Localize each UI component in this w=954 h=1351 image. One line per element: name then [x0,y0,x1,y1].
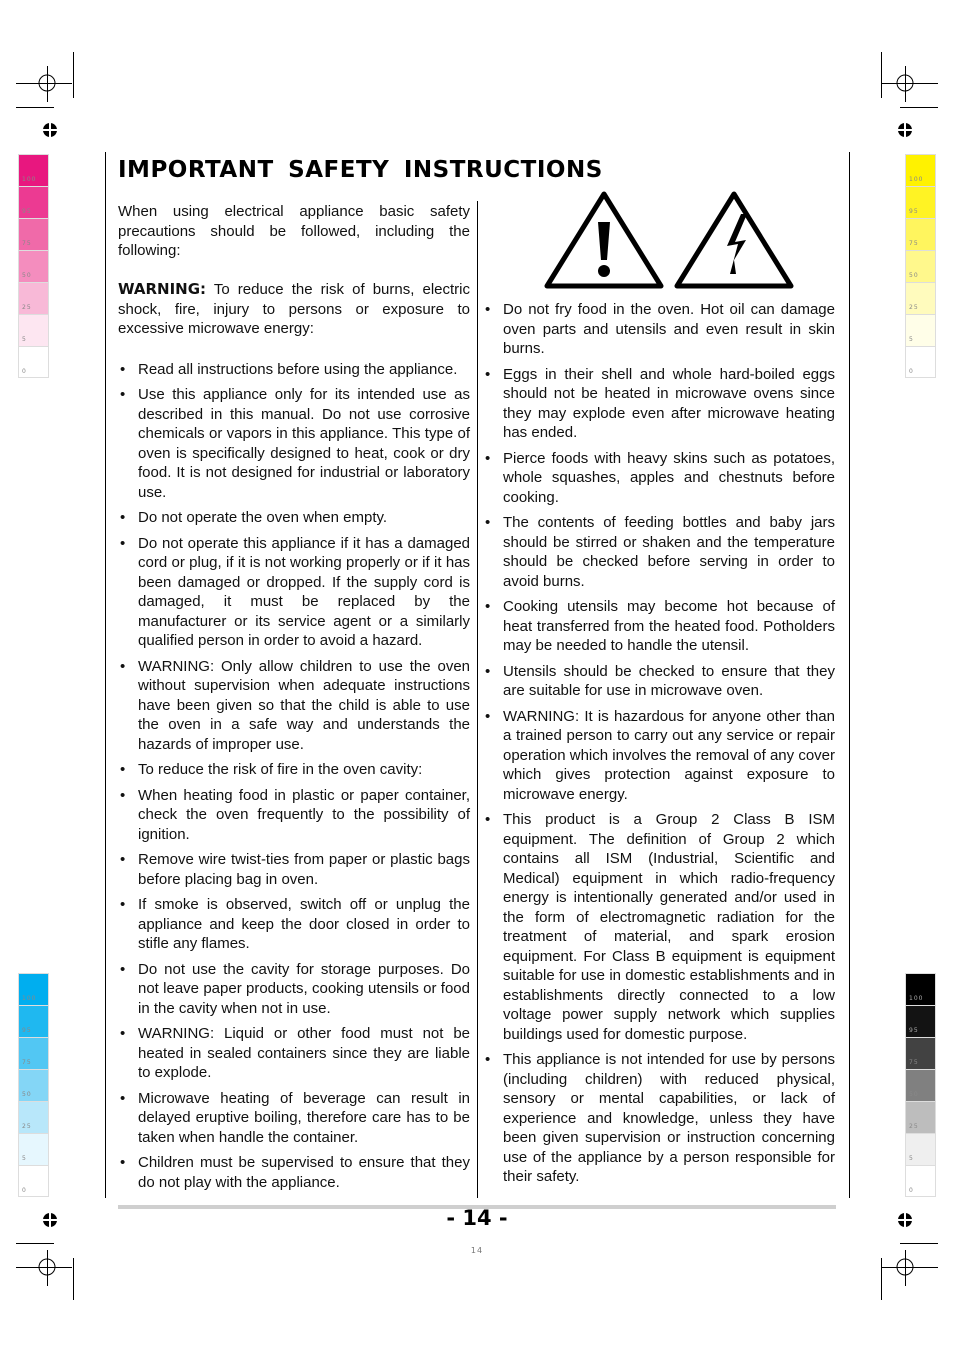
list-item [483,513,835,591]
crop-mark [16,1243,54,1244]
list-item [483,662,835,701]
color-swatch [18,186,49,218]
color-swatch [18,154,49,186]
list-item-text: Pierce foods with heavy skins such as potatoes, whole squashes, apples and chestnuts before cooking. [503,449,835,506]
right-column [483,300,835,1193]
list-item-text: This appliance is not intended for use by persons (including children) with reduced physical, sensory or mental capabilities, or lack of experience and knowledge, unless they have been given supervision or instruction concerning use of the appliance by a person responsible for their safety. [503,1051,835,1185]
list-item [483,707,835,805]
list-item-text: This product is a Group 2 Class B ISM equipment. The definition of Group 2 which contains all ISM (Industrial, Scientific and Medical) equipment in which radio-frequency energy is intentionally generated and/or used in the form of electromagnetic radiation for the treatment of material, and spark erosion equipment. For Class B equipment is equipment suitable for use in domestic establishments and in establishments directly connected to a low voltage power supply network which supplies buildings used for domestic purpose. [503,811,835,1043]
color-swatch-label: 95 [22,1027,32,1034]
list-item-text: Children must be supervised to ensure that they do not play with the appliance. [138,1154,470,1191]
color-swatch-label: 75 [909,1059,919,1066]
color-swatch-label: 75 [909,240,919,247]
bullet-icon: • [485,514,491,531]
color-swatch-label: 25 [22,1123,32,1130]
page-title: IMPORTANT SAFETY INSTRUCTIONS [118,157,603,183]
electric-shock-warning-icon [677,194,791,286]
color-swatch-label: 95 [22,208,32,215]
color-swatch [18,346,49,378]
list-item-text: When heating food in plastic or paper container, check the oven frequently to the possibility of ignition. [138,786,470,843]
color-swatch [905,186,936,218]
color-swatch [18,218,49,250]
color-swatch-label: 50 [909,1091,919,1098]
list-item-text: Do not fry food in the oven. Hot oil can damage oven parts and utensils and even result in skin burns. [503,301,835,357]
color-swatch-label: 75 [22,240,32,247]
list-item [118,360,470,380]
color-swatch [905,282,936,314]
cyan-color-bar [18,973,49,1197]
list-item [118,657,470,755]
list-item [118,760,470,780]
list-item-text: Do not operate this appliance if it has a damaged cord or plug, if it is not working properly or if it has been damaged or dropped. If the supply cord is damaged, it must be replaced by the manufacturer or its service agent or a similarly qualified person in order to avoid a hazard. [138,534,470,649]
list-item [118,508,470,528]
crop-mark [900,107,938,108]
left-bullet-list [118,360,470,1193]
color-swatch [18,973,49,1005]
color-swatch-label: 100 [22,995,37,1002]
registration-target-icon [36,1256,58,1278]
color-swatch [18,250,49,282]
list-item-text: Read all instructions before using the appliance. [138,360,458,378]
color-swatch [905,314,936,346]
bullet-icon: • [120,1089,126,1107]
list-item [118,850,470,889]
color-swatch [18,1069,49,1101]
color-swatch [905,218,936,250]
color-swatch-label: 50 [22,272,32,279]
crop-mark [881,1258,882,1300]
color-swatch [905,1101,936,1133]
color-swatch [18,1165,49,1197]
color-swatch-label: 25 [22,304,32,311]
bullet-icon: • [120,851,126,868]
warning-label: WARNING: [118,280,207,298]
bullet-icon: • [485,707,491,725]
list-item-text: The contents of feeding bottles and baby jars should be stirred or shaken and the temperature should be checked before serving in order to avoid burns. [503,514,835,590]
bullet-icon: • [485,449,491,467]
list-item [118,534,470,651]
bullet-icon: • [120,534,126,552]
crop-mark [73,1258,74,1300]
bullet-icon: • [485,662,491,680]
yellow-color-bar [905,154,936,378]
list-item [118,1153,470,1192]
color-swatch-label: 25 [909,304,919,311]
crop-mark [16,107,54,108]
warning-text: To reduce the risk of burns, electric shock, fire, injury to persons or exposure to excessive microwave energy: [118,281,470,337]
color-swatch [905,1165,936,1197]
bullet-icon: • [120,761,126,778]
left-column [118,202,470,1198]
color-swatch [18,1005,49,1037]
color-swatch-label: 95 [909,1027,919,1034]
registration-dot-icon [898,123,912,137]
bullet-icon: • [485,598,491,615]
page-frame-left [105,152,106,1198]
color-swatch-label: 95 [909,208,919,215]
list-item [483,300,835,359]
list-item-text: Cooking utensils may become hot because of heat transferred from the heated food. Potholders may be needed to handle the utensil. [503,598,835,654]
bullet-icon: • [120,960,126,978]
list-item-text: WARNING: Only allow children to use the oven without supervision when adequate instructions have been given so that the child is able to use the oven in a safe way and understands the hazards of improper use. [138,657,470,753]
color-swatch [905,1005,936,1037]
list-item [483,449,835,508]
crop-mark [881,52,882,98]
bullet-icon: • [120,360,126,378]
bullet-icon: • [485,811,491,828]
list-item [118,895,470,954]
color-swatch-label: 5 [22,1155,27,1162]
list-item [483,810,835,1044]
color-swatch [905,1133,936,1165]
right-bullet-list [483,300,835,1187]
color-swatch-label: 50 [22,1091,32,1098]
color-swatch-label: 25 [909,1123,919,1130]
column-divider [477,201,478,1198]
bullet-icon: • [485,301,491,318]
page-number-small: 14 [470,1246,484,1255]
color-swatch [905,346,936,378]
list-item [118,960,470,1019]
list-item [118,385,470,502]
color-swatch [905,250,936,282]
color-swatch [18,314,49,346]
color-swatch-label: 5 [909,336,914,343]
list-item [483,597,835,656]
bullet-icon: • [120,1025,126,1042]
registration-target-icon [894,72,916,94]
list-item-text: WARNING: Liquid or other food must not be heated in sealed containers since they are liable to explode. [138,1025,470,1081]
bullet-icon: • [120,386,126,403]
bullet-icon: • [120,509,126,526]
black-color-bar [905,973,936,1197]
page-number: - 14 - [446,1206,508,1230]
color-swatch-label: 75 [22,1059,32,1066]
list-item [118,786,470,845]
color-swatch [18,1101,49,1133]
registration-target-icon [894,1256,916,1278]
list-item [483,365,835,443]
list-item [118,1089,470,1148]
list-item-text: Utensils should be checked to ensure that they are suitable for use in microwave oven. [503,662,835,699]
crop-mark [73,52,74,98]
color-swatch-label: 50 [909,272,919,279]
bullet-icon: • [485,365,491,383]
registration-dot-icon [43,123,57,137]
list-item-text: Do not operate the oven when empty. [138,509,388,526]
page-frame-right [849,152,850,1198]
color-swatch-label: 5 [22,336,27,343]
bullet-icon: • [485,1051,491,1068]
color-swatch-label: 0 [22,1187,27,1194]
bullet-icon: • [120,1154,126,1171]
intro-paragraph: When using electrical appliance basic safety precautions should be followed, including the following: [118,203,470,259]
list-item-text: Eggs in their shell and whole hard-boiled eggs should not be heated in microwave ovens since they may explode even after microwave heating has ended. [503,365,835,441]
list-item-text: Remove wire twist-ties from paper or plastic bags before placing bag in oven. [138,851,470,888]
list-item-text: If smoke is observed, switch off or unplug the appliance and keep the door closed in order to stifle any flames. [138,896,470,952]
color-swatch [905,1037,936,1069]
list-item [483,1050,835,1187]
exclamation-warning-icon [547,194,661,286]
color-swatch-label: 100 [909,176,924,183]
warning-symbols [544,190,794,294]
bullet-icon: • [120,657,126,675]
color-swatch-label: 0 [909,368,914,375]
color-swatch-label: 0 [909,1187,914,1194]
color-swatch-label: 0 [22,368,27,375]
list-item-text: Use this appliance only for its intended use as described in this manual. Do not use corrosive chemicals or vapors in this appliance. This type of oven is specifically designed to heat, cook or dry food. It is not designed for industrial or laboratory use. [138,386,470,501]
bullet-icon: • [120,786,126,804]
magenta-color-bar [18,154,49,378]
color-swatch [905,154,936,186]
color-swatch [905,1069,936,1101]
crop-mark [900,1243,938,1244]
list-item-text: Microwave heating of beverage can result in delayed eruptive boiling, therefore care has to be taken when handle the container. [138,1089,470,1146]
list-item [118,1024,470,1083]
list-item-text: WARNING: It is hazardous for anyone other than a trained person to carry out any service or repair operation which involves the removal of any cover which gives protection against exposure to microwave energy. [503,707,835,803]
list-item-text: Do not use the cavity for storage purposes. Do not leave paper products, cooking utensils or food in the cavity when not in use. [138,960,470,1017]
color-swatch [905,973,936,1005]
color-swatch [18,1133,49,1165]
list-item-text: To reduce the risk of fire in the oven cavity: [138,761,423,778]
color-swatch [18,282,49,314]
color-swatch-label: 100 [22,176,37,183]
color-swatch-label: 5 [909,1155,914,1162]
registration-target-icon [36,72,58,94]
color-swatch-label: 100 [909,995,924,1002]
color-swatch [18,1037,49,1069]
warning-paragraph [118,280,470,339]
bullet-icon: • [120,896,126,913]
